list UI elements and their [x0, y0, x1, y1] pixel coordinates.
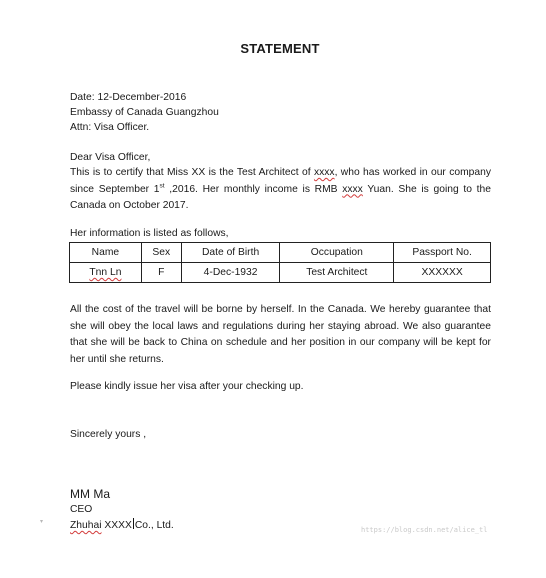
intro-text-4: Yuan. She is going to the Canada on October 2017.: [70, 183, 491, 211]
company-suffix: Co., Ltd.: [134, 520, 174, 531]
column-header-dob: Date of Birth: [181, 243, 280, 263]
column-header-occupation: Occupation: [280, 243, 394, 263]
intro-text-2: , who has worked in our company since September 1: [70, 167, 491, 195]
salutation: Dear Visa Officer,: [70, 152, 151, 163]
signatory-name: MM Ma: [70, 487, 110, 501]
income-placeholder: xxxx: [342, 183, 363, 195]
table-intro: Her information is listed as follows,: [70, 228, 229, 239]
cell-name: [70, 263, 142, 283]
page-corner-marker: ▾: [40, 519, 44, 525]
closing-line: Sincerely yours ,: [70, 429, 147, 440]
cell-passport: XXXXXX: [394, 263, 491, 283]
table-row: [70, 263, 491, 283]
company-name: XXXX: [101, 520, 132, 531]
text-cursor: [133, 518, 134, 529]
document-title: STATEMENT: [240, 41, 320, 56]
recipient-embassy: Embassy of Canada Guangzhou: [70, 107, 219, 118]
date-line: Date: 12-December-2016: [70, 92, 187, 103]
certification-paragraph: [70, 165, 491, 215]
cell-sex: F: [141, 263, 181, 283]
table-header-row: [70, 243, 491, 263]
cell-dob: 4-Dec-1932: [181, 263, 280, 283]
source-watermark: https://blog.csdn.net/alice_tl: [361, 526, 488, 534]
cell-name-text: Tnn Ln: [89, 267, 122, 278]
cell-occupation: Test Architect: [280, 263, 394, 283]
visa-request: Please kindly issue her visa after your checking up.: [70, 381, 304, 392]
intro-text-1: This is to certify that Miss XX is the Test Architect of: [70, 167, 314, 178]
intro-text-3: ,2016. Her monthly income is RMB: [164, 183, 343, 195]
attention-line: Attn: Visa Officer.: [70, 122, 150, 133]
company-city: Zhuhai: [70, 520, 102, 531]
column-header-passport: Passport No.: [394, 243, 491, 263]
column-header-name: Name: [70, 243, 142, 263]
ordinal-suffix: st: [159, 182, 165, 190]
company-placeholder: xxxx: [313, 167, 335, 178]
signatory-role: CEO: [70, 504, 93, 515]
guarantee-paragraph: All the cost of the travel will be borne by herself. In the Canada. We hereby guarantee that she will obey the local laws and regulations during her staying abroad. We also guarantee that she will be back to China on schedule and her position in our company will be kept for her until she returns.: [70, 304, 491, 365]
column-header-sex: Sex: [141, 243, 181, 263]
signatory-company: [70, 518, 174, 533]
info-table: [69, 242, 491, 283]
